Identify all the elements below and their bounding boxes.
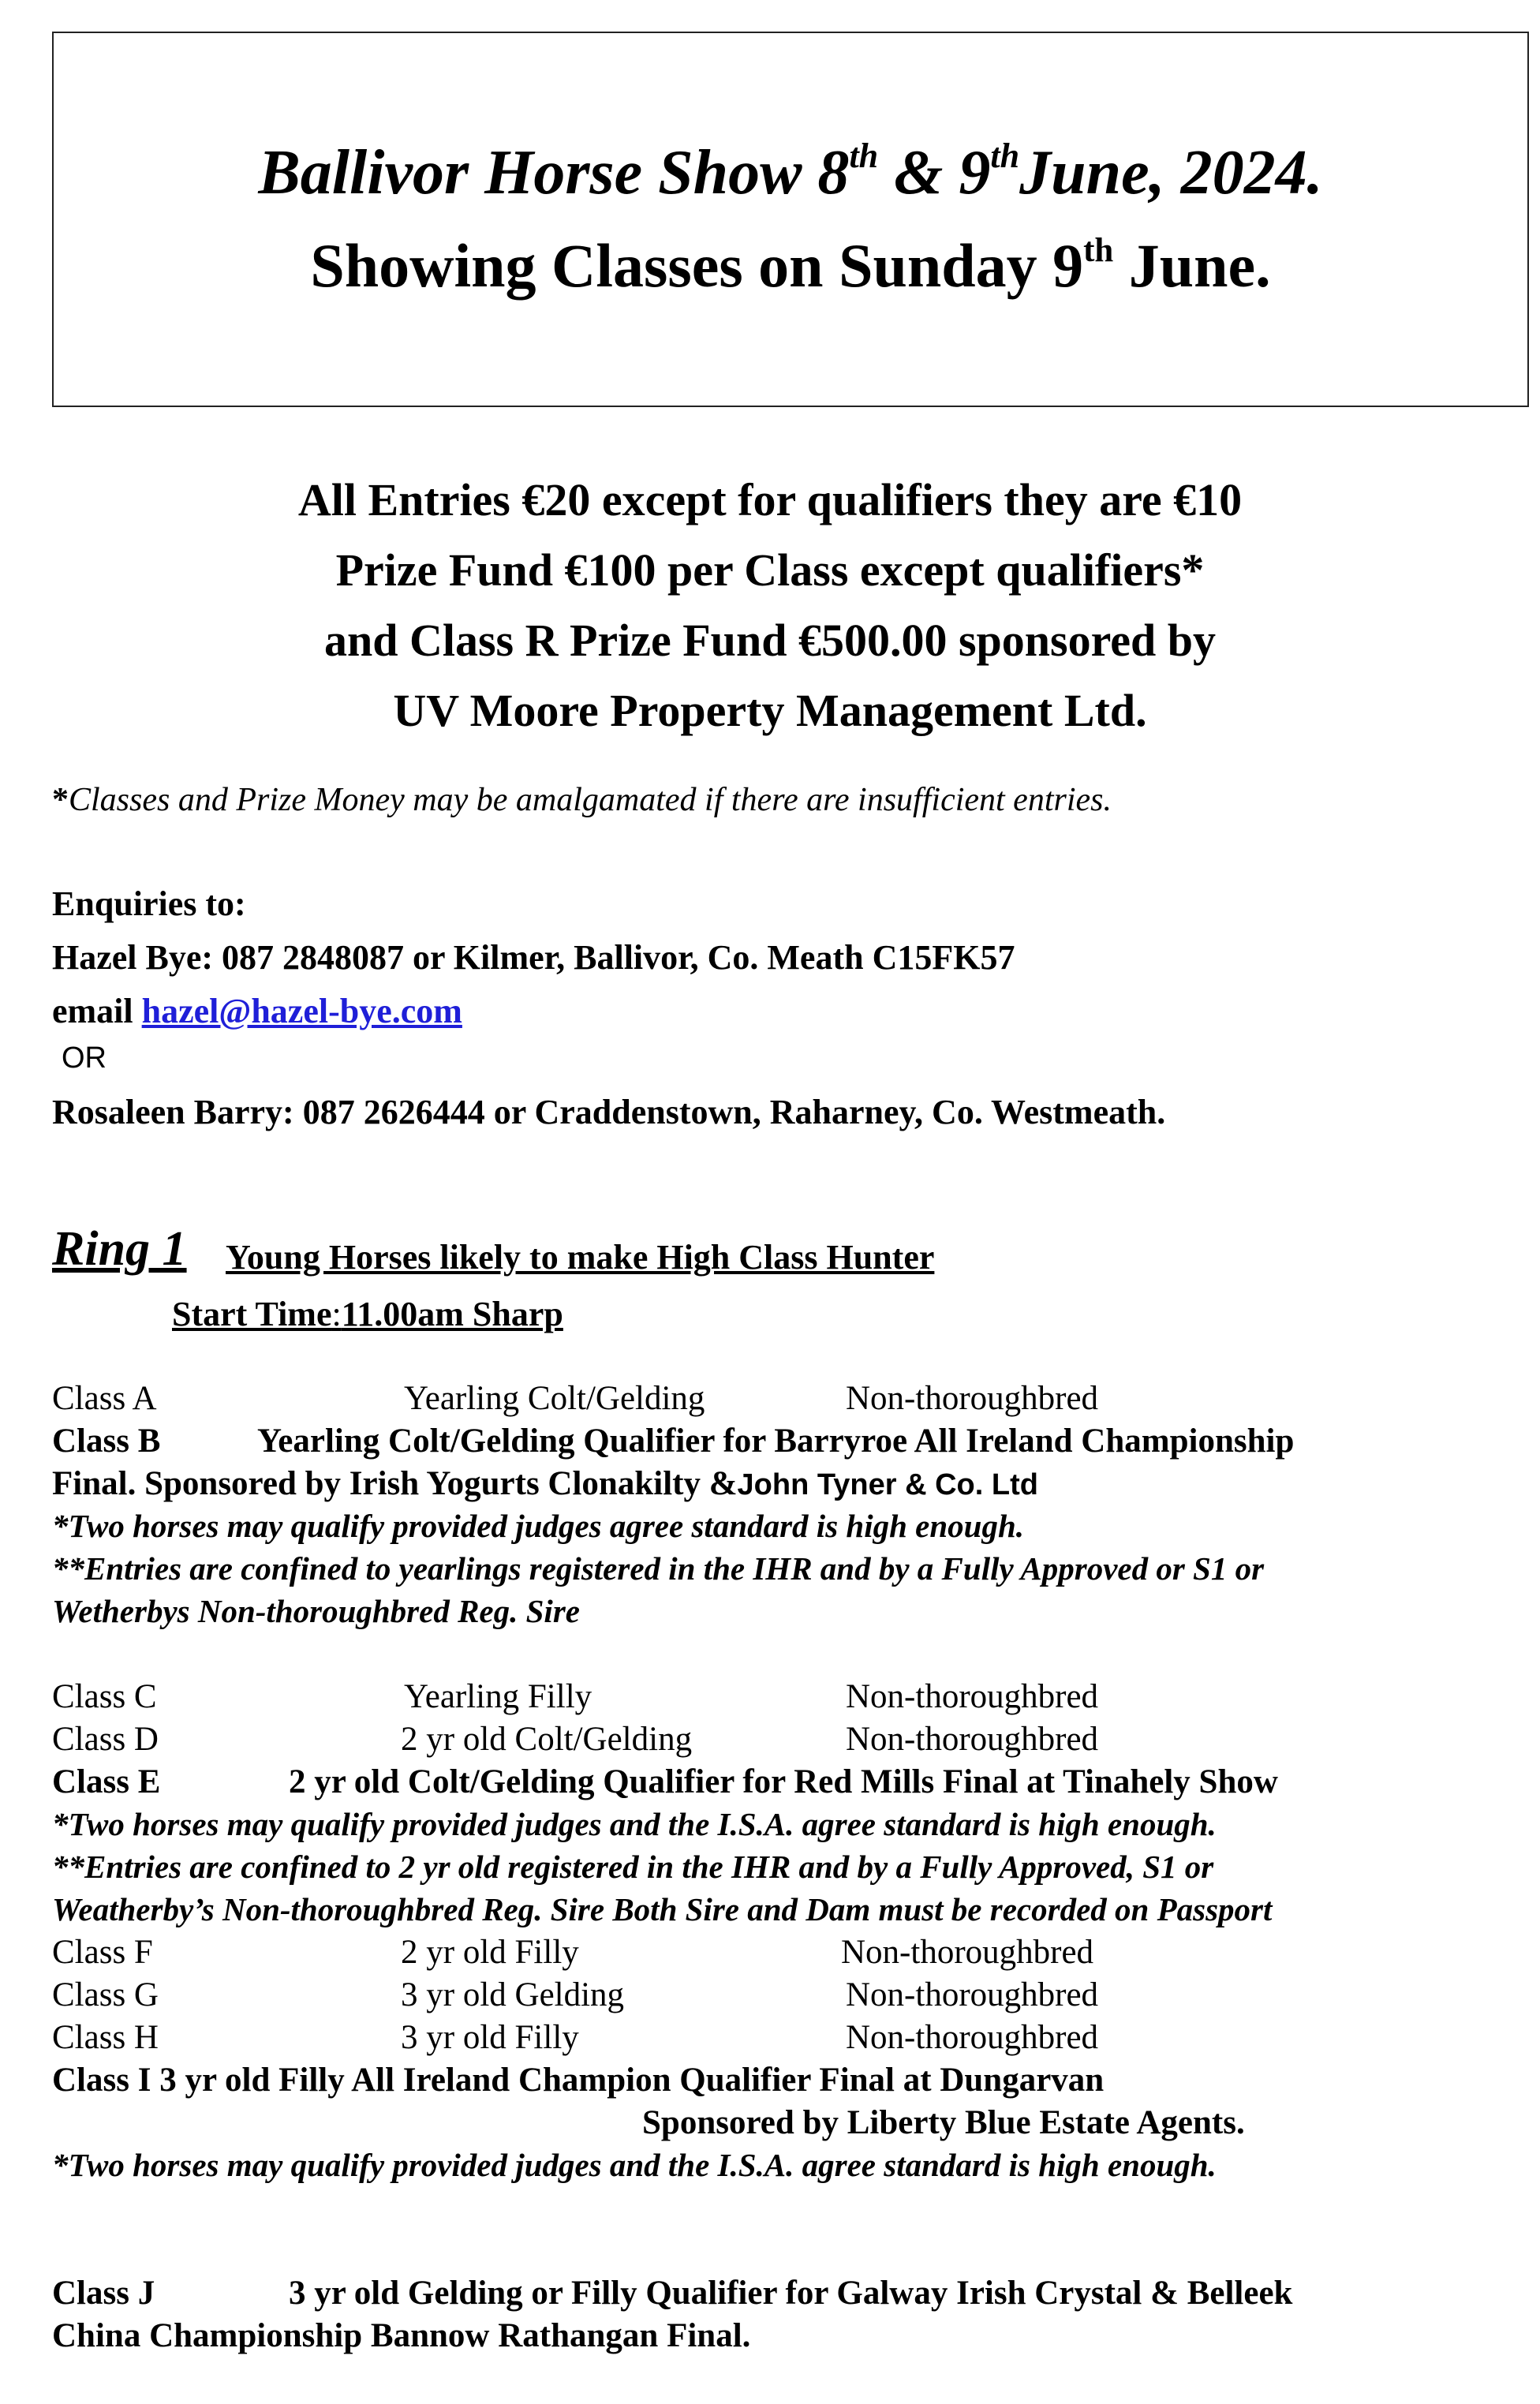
fees-line: Prize Fund €100 per Class except qualifiers* xyxy=(335,544,1205,596)
class-b-note-3: Wetherbys Non-thoroughbred Reg. Sire xyxy=(52,1593,580,1629)
class-label: Class A xyxy=(52,1380,157,1417)
start-time xyxy=(172,1294,563,1334)
class-e-note-3: Weatherby’s Non-thoroughbred Reg. Sire Both Sire and Dam must be recorded on Passport xyxy=(52,1891,1273,1927)
class-label: Class J xyxy=(52,2275,155,2312)
class-description: Yearling Filly xyxy=(404,1678,592,1715)
email-label: email xyxy=(52,992,142,1030)
fees-line: All Entries €20 except for qualifiers they are €10 xyxy=(297,474,1243,525)
contact-rosaleen: Rosaleen Barry: 087 2626444 or Craddenstown, Raharney, Co. Westmeath. xyxy=(52,1093,1166,1131)
email-link[interactable]: hazel@hazel-bye.com xyxy=(141,992,462,1030)
class-i-sponsor: Sponsored by Liberty Blue Estate Agents. xyxy=(642,2104,1245,2141)
class-row-c xyxy=(52,1677,1099,1716)
class-b-sponsor xyxy=(52,1464,1038,1503)
ordinal-suffix: th xyxy=(990,136,1020,175)
class-type: Non-thoroughbred xyxy=(846,1976,1099,2013)
or-separator: OR xyxy=(62,1041,107,1075)
show-title-part: June, 2024. xyxy=(1019,138,1323,207)
class-description: 3 yr old Gelding or Filly Qualifier for Galway Irish Crystal & Belleek xyxy=(289,2275,1293,2312)
class-label: Class D xyxy=(52,1721,159,1758)
show-subtitle xyxy=(54,230,1527,301)
class-row-g xyxy=(52,1976,1099,2014)
class-type: Non-thoroughbred xyxy=(846,2019,1099,2056)
class-row-i: Class I 3 yr old Filly All Ireland Champion Qualifier Final at Dungarvan xyxy=(52,2062,1105,2099)
class-row-h xyxy=(52,2018,1099,2057)
class-description: 3 yr old Filly xyxy=(401,2019,579,2056)
show-title-part: & 9 xyxy=(878,138,991,207)
enquiries-heading: Enquiries to: xyxy=(52,884,246,923)
class-label: Class H xyxy=(52,2019,159,2056)
class-description: Yearling Colt/Gelding Qualifier for Barryroe All Ireland Championship xyxy=(257,1423,1295,1460)
fees-line: and Class R Prize Fund €500.00 sponsored by xyxy=(323,615,1217,666)
class-description: Yearling Colt/Gelding xyxy=(404,1380,705,1417)
class-label: Class C xyxy=(52,1678,157,1715)
class-label: Class F xyxy=(52,1934,153,1971)
email-line xyxy=(52,991,462,1031)
class-type: Non-thoroughbred xyxy=(846,1380,1099,1417)
start-time-colon: : xyxy=(331,1295,342,1333)
class-e-note-1: *Two horses may qualify provided judges and the I.S.A. agree standard is high enough. xyxy=(52,1806,1217,1842)
class-row-d xyxy=(52,1720,1099,1759)
class-row-a xyxy=(52,1379,1099,1418)
class-description: 2 yr old Filly xyxy=(401,1934,579,1971)
class-b-note-1: *Two horses may qualify provided judges agree standard is high enough. xyxy=(52,1508,1025,1544)
ordinal-suffix: th xyxy=(849,136,879,175)
start-time-label: Start Time xyxy=(172,1295,332,1333)
note-asterisk: * xyxy=(52,782,69,818)
class-b-sponsor-company: John Tyner & Co. Ltd xyxy=(737,1468,1038,1501)
ordinal-suffix: th xyxy=(1083,231,1114,269)
start-time-value: 11.00am Sharp xyxy=(341,1295,563,1333)
contact-hazel: Hazel Bye: 087 2848087 or Kilmer, Ballivor, Co. Meath C15FK57 xyxy=(52,938,1015,977)
class-row-b xyxy=(52,1422,1295,1460)
class-description: 2 yr old Colt/Gelding xyxy=(401,1721,693,1758)
class-label: Class B xyxy=(52,1423,161,1460)
note-text: Classes and Prize Money may be amalgamated if there are insufficient entries. xyxy=(69,782,1112,818)
class-description: 3 yr old Gelding xyxy=(401,1976,625,2013)
amalgamation-note xyxy=(52,781,1112,819)
class-type: Non-thoroughbred xyxy=(841,1934,1094,1971)
ring-title: Ring 1 xyxy=(52,1222,187,1276)
title-box xyxy=(52,32,1529,407)
show-title-part: Ballivor Horse Show 8 xyxy=(258,138,850,207)
class-j-line-2: China Championship Bannow Rathangan Final. xyxy=(52,2317,751,2354)
class-label: Class G xyxy=(52,1976,159,2013)
class-row-e xyxy=(52,1763,1278,1801)
class-row-f xyxy=(52,1933,1094,1972)
class-e-note-2: **Entries are confined to 2 yr old registered in the IHR and by a Fully Approved, S1 or xyxy=(52,1849,1214,1885)
show-title xyxy=(54,137,1527,209)
class-row-j xyxy=(52,2274,1293,2312)
class-i-note-1: *Two horses may qualify provided judges and the I.S.A. agree standard is high enough. xyxy=(52,2147,1217,2183)
class-type: Non-thoroughbred xyxy=(846,1721,1099,1758)
class-description: 2 yr old Colt/Gelding Qualifier for Red Mills Final at Tinahely Show xyxy=(289,1763,1278,1800)
show-subtitle-part: Showing Classes on Sunday 9 xyxy=(310,231,1084,300)
class-type: Non-thoroughbred xyxy=(846,1678,1099,1715)
show-subtitle-part: June. xyxy=(1113,231,1271,300)
fees-line: UV Moore Property Management Ltd. xyxy=(393,685,1147,736)
class-label: Class E xyxy=(52,1763,161,1800)
class-b-sponsor-text: Final. Sponsored by Irish Yogurts Clonakilty & xyxy=(52,1465,738,1502)
ring-subtitle: Young Horses likely to make High Class Hunter xyxy=(226,1238,935,1277)
class-b-note-2: **Entries are confined to yearlings registered in the IHR and by a Fully Approved or S1 or xyxy=(52,1550,1265,1587)
